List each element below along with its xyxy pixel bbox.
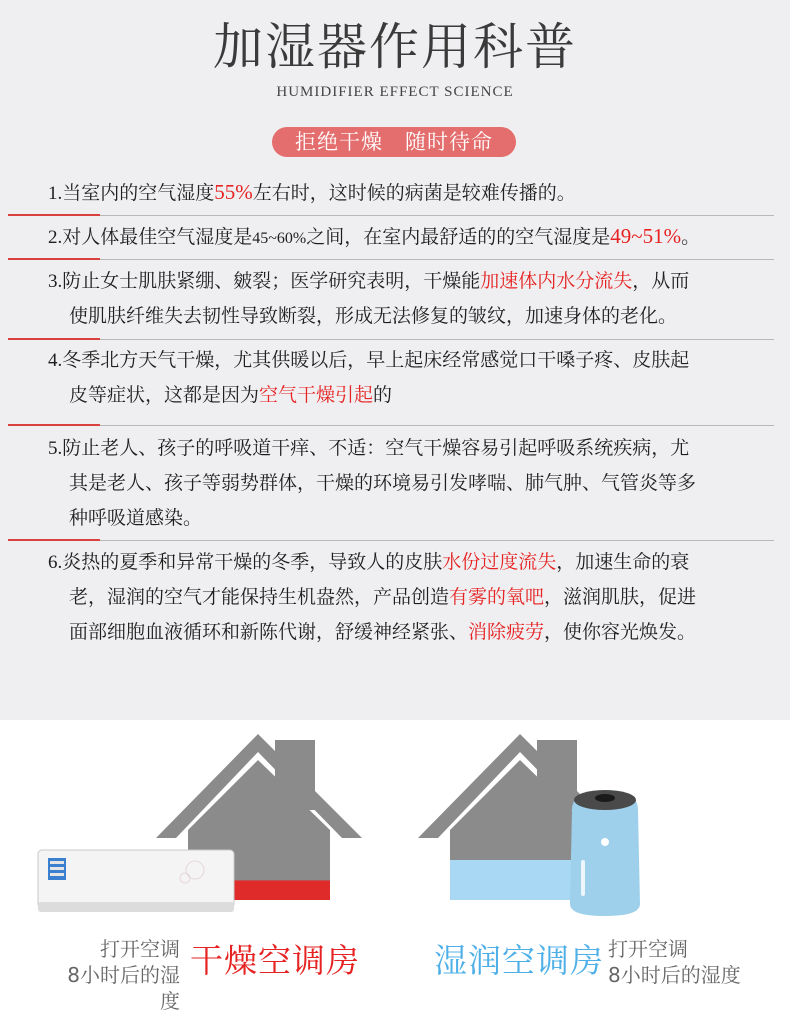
left-caption: 打开空调 8小时后的湿度 [67,937,180,1013]
divider [8,259,774,260]
highlight: 有雾的氧吧 [449,586,545,608]
highlight: 49~51% [610,224,682,248]
list-item: 3.防止女士肌肤紧绷、皴裂；医学研究表明，干燥能加速体内水分流失，从而 使肌肤纤维失去韧性导致断裂，形成无法修复的皱纹，加速身体的老化。 [48,270,690,327]
list-item: 4.冬季北方天气干燥，尤其供暖以后，早上起床经常感觉口干嗓子疼、皮肤起 皮等症状，这都是因为空气干燥引起的 [48,349,690,406]
slogan-badge [272,127,516,157]
list-item: 2.对人体最佳空气湿度是45~60%之间，在室内最舒适的的空气湿度是49~51%。 [48,224,701,248]
list-item: 1.当室内的空气湿度55%左右时，这时候的病菌是较难传播的。 [48,180,576,204]
slogan-left: 拒绝干燥 [295,130,383,154]
humidifier-icon [570,790,640,916]
dry-room-label: 干燥空调房 [190,941,360,980]
page-title: 加湿器作用科普 [213,18,577,76]
divider [8,215,774,216]
highlight: 水份过度流失 [442,551,557,573]
comparison-scene [0,720,790,1013]
divider [8,540,774,541]
slogan-right: 随时待命 [405,130,493,154]
list-item: 5.防止老人、孩子的呼吸道干痒、不适：空气干燥容易引起呼吸系统疾病，尤 其是老人、孩子等弱势群体，干燥的环境易引发哮喘、肺气肿、气管炎等多 种呼吸道感染。 [48,437,697,529]
highlight: 空气干燥引起 [259,384,374,406]
wet-room-label: 湿润空调房 [434,941,604,980]
highlight: 55% [214,180,253,204]
air-conditioner-icon [38,850,234,912]
divider [8,339,774,340]
highlight: 消除疲劳 [468,621,545,643]
divider [8,425,774,426]
highlight: 加速体内水分流失 [480,270,633,292]
page-subtitle: HUMIDIFIER EFFECT SCIENCE [276,84,514,100]
list-item: 6.炎热的夏季和异常干燥的冬季，导致人的皮肤水份过度流失，加速生命的衰 老，湿润的空气才能保持生机盎然，产品创造有雾的氧吧，滋润肌肤，促进 面部细胞血液循环和新陈代谢，舒缓神经紧张、消除疲劳，使你容光焕发。 [48,551,697,643]
right-caption: 打开空调 8小时后的湿度 [608,937,741,987]
